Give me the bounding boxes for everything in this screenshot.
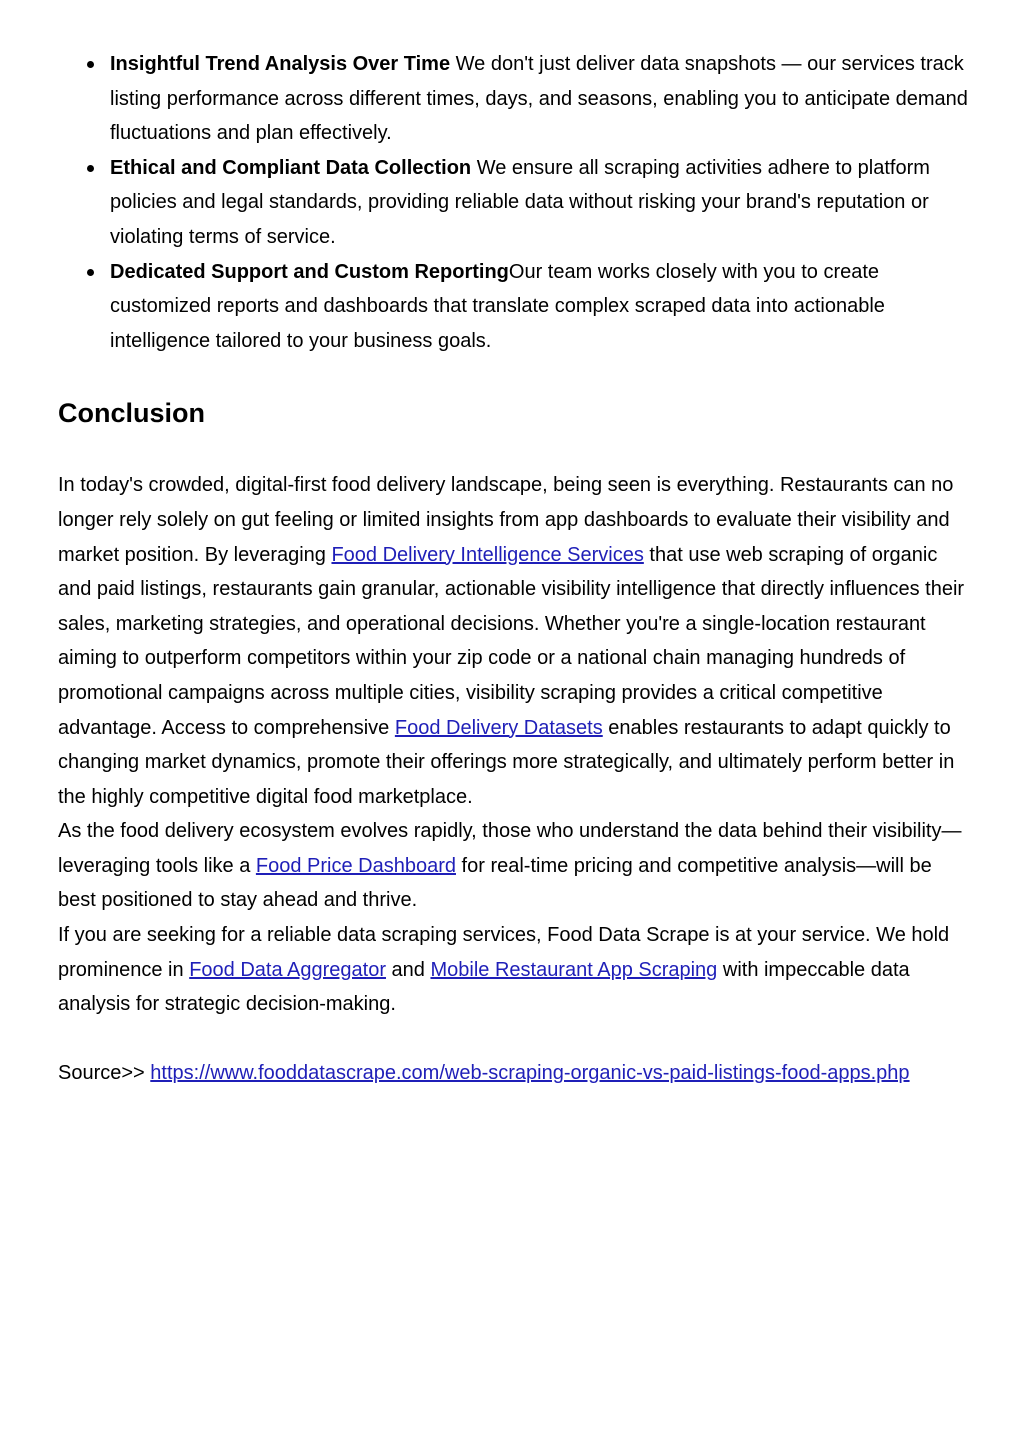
source-url-link[interactable]: https://www.fooddatascrape.com/web-scraping-organic-vs-paid-listings-food-apps.php xyxy=(150,1062,910,1085)
document-page xyxy=(58,47,968,1091)
feature-text: We ensure all scraping activities adhere to platform policies and legal standards, providing reliable data without risking your brand's reputation or violating terms of service. xyxy=(110,156,930,248)
conclusion-heading: Conclusion xyxy=(58,398,205,429)
paragraph-text: As the food delivery ecosystem evolves rapidly, those who understand the data behind their visibility—leveraging tools like a xyxy=(58,820,962,877)
paragraph-text: and xyxy=(385,958,431,981)
paragraph-text: enables restaurants to adapt quickly to changing market dynamics, promote their offerings more strategically, and ultimately perform better in the highly competitive digital food marketplace. xyxy=(58,716,955,808)
feature-text: We don't just deliver data snapshots — our services track listing performance across different times, days, and seasons, enabling you to anticipate demand fluctuations and plan effectively. xyxy=(110,53,968,145)
source-label: Source>> xyxy=(58,1062,151,1085)
feature-text: Our team works closely with you to create customized reports and dashboards that translate complex scraped data into actionable intelligence tailored to your business goals. xyxy=(110,260,885,352)
feature-item-ethical-collection xyxy=(110,151,968,255)
feature-title: Dedicated Support and Custom Reporting xyxy=(110,260,509,283)
paragraph-text: In today's crowded, digital-first food delivery landscape, being seen is everything. Restaurants can no longer rely solely on gut feeling or limited insights from app dashboards to evaluate their visibility and market position. By leveraging xyxy=(58,474,954,566)
feature-list xyxy=(58,47,968,358)
paragraph-text: with impeccable data analysis for strategic decision-making. xyxy=(58,958,910,1016)
food-delivery-intelligence-services-link[interactable]: Food Delivery Intelligence Services xyxy=(331,543,644,566)
conclusion-paragraph-1 xyxy=(58,468,968,814)
mobile-restaurant-app-scraping-link[interactable]: Mobile Restaurant App Scraping xyxy=(430,958,718,981)
feature-item-trend-analysis xyxy=(110,47,968,151)
conclusion-paragraph-2 xyxy=(58,814,968,918)
feature-title: Insightful Trend Analysis Over Time xyxy=(110,53,451,75)
food-price-dashboard-link[interactable]: Food Price Dashboard xyxy=(255,854,456,877)
paragraph-text: that use web scraping of organic and paid listings, restaurants gain granular, actionable visibility intelligence that directly influences their sales, marketing strategies, and operational decisions. Whether you're a single-location restaurant aiming to outperform competitors within your zip code or a national chain managing hundreds of promotional campaigns across multiple cities, visibility scraping provides a critical competitive advantage. Access to comprehensive xyxy=(58,543,965,739)
food-delivery-datasets-link[interactable]: Food Delivery Datasets xyxy=(394,716,603,739)
feature-title: Ethical and Compliant Data Collection xyxy=(110,156,472,179)
paragraph-text: for real-time pricing and competitive analysis—will be best positioned to stay ahead and thrive. xyxy=(58,854,932,912)
paragraph-text: If you are seeking for a reliable data scraping services, Food Data Scrape is at your service. We hold prominence in xyxy=(58,924,950,981)
food-data-aggregator-link[interactable]: Food Data Aggregator xyxy=(189,958,386,981)
feature-item-dedicated-support xyxy=(110,255,968,359)
source-line xyxy=(58,1056,968,1091)
conclusion-paragraph-3 xyxy=(58,918,968,1022)
